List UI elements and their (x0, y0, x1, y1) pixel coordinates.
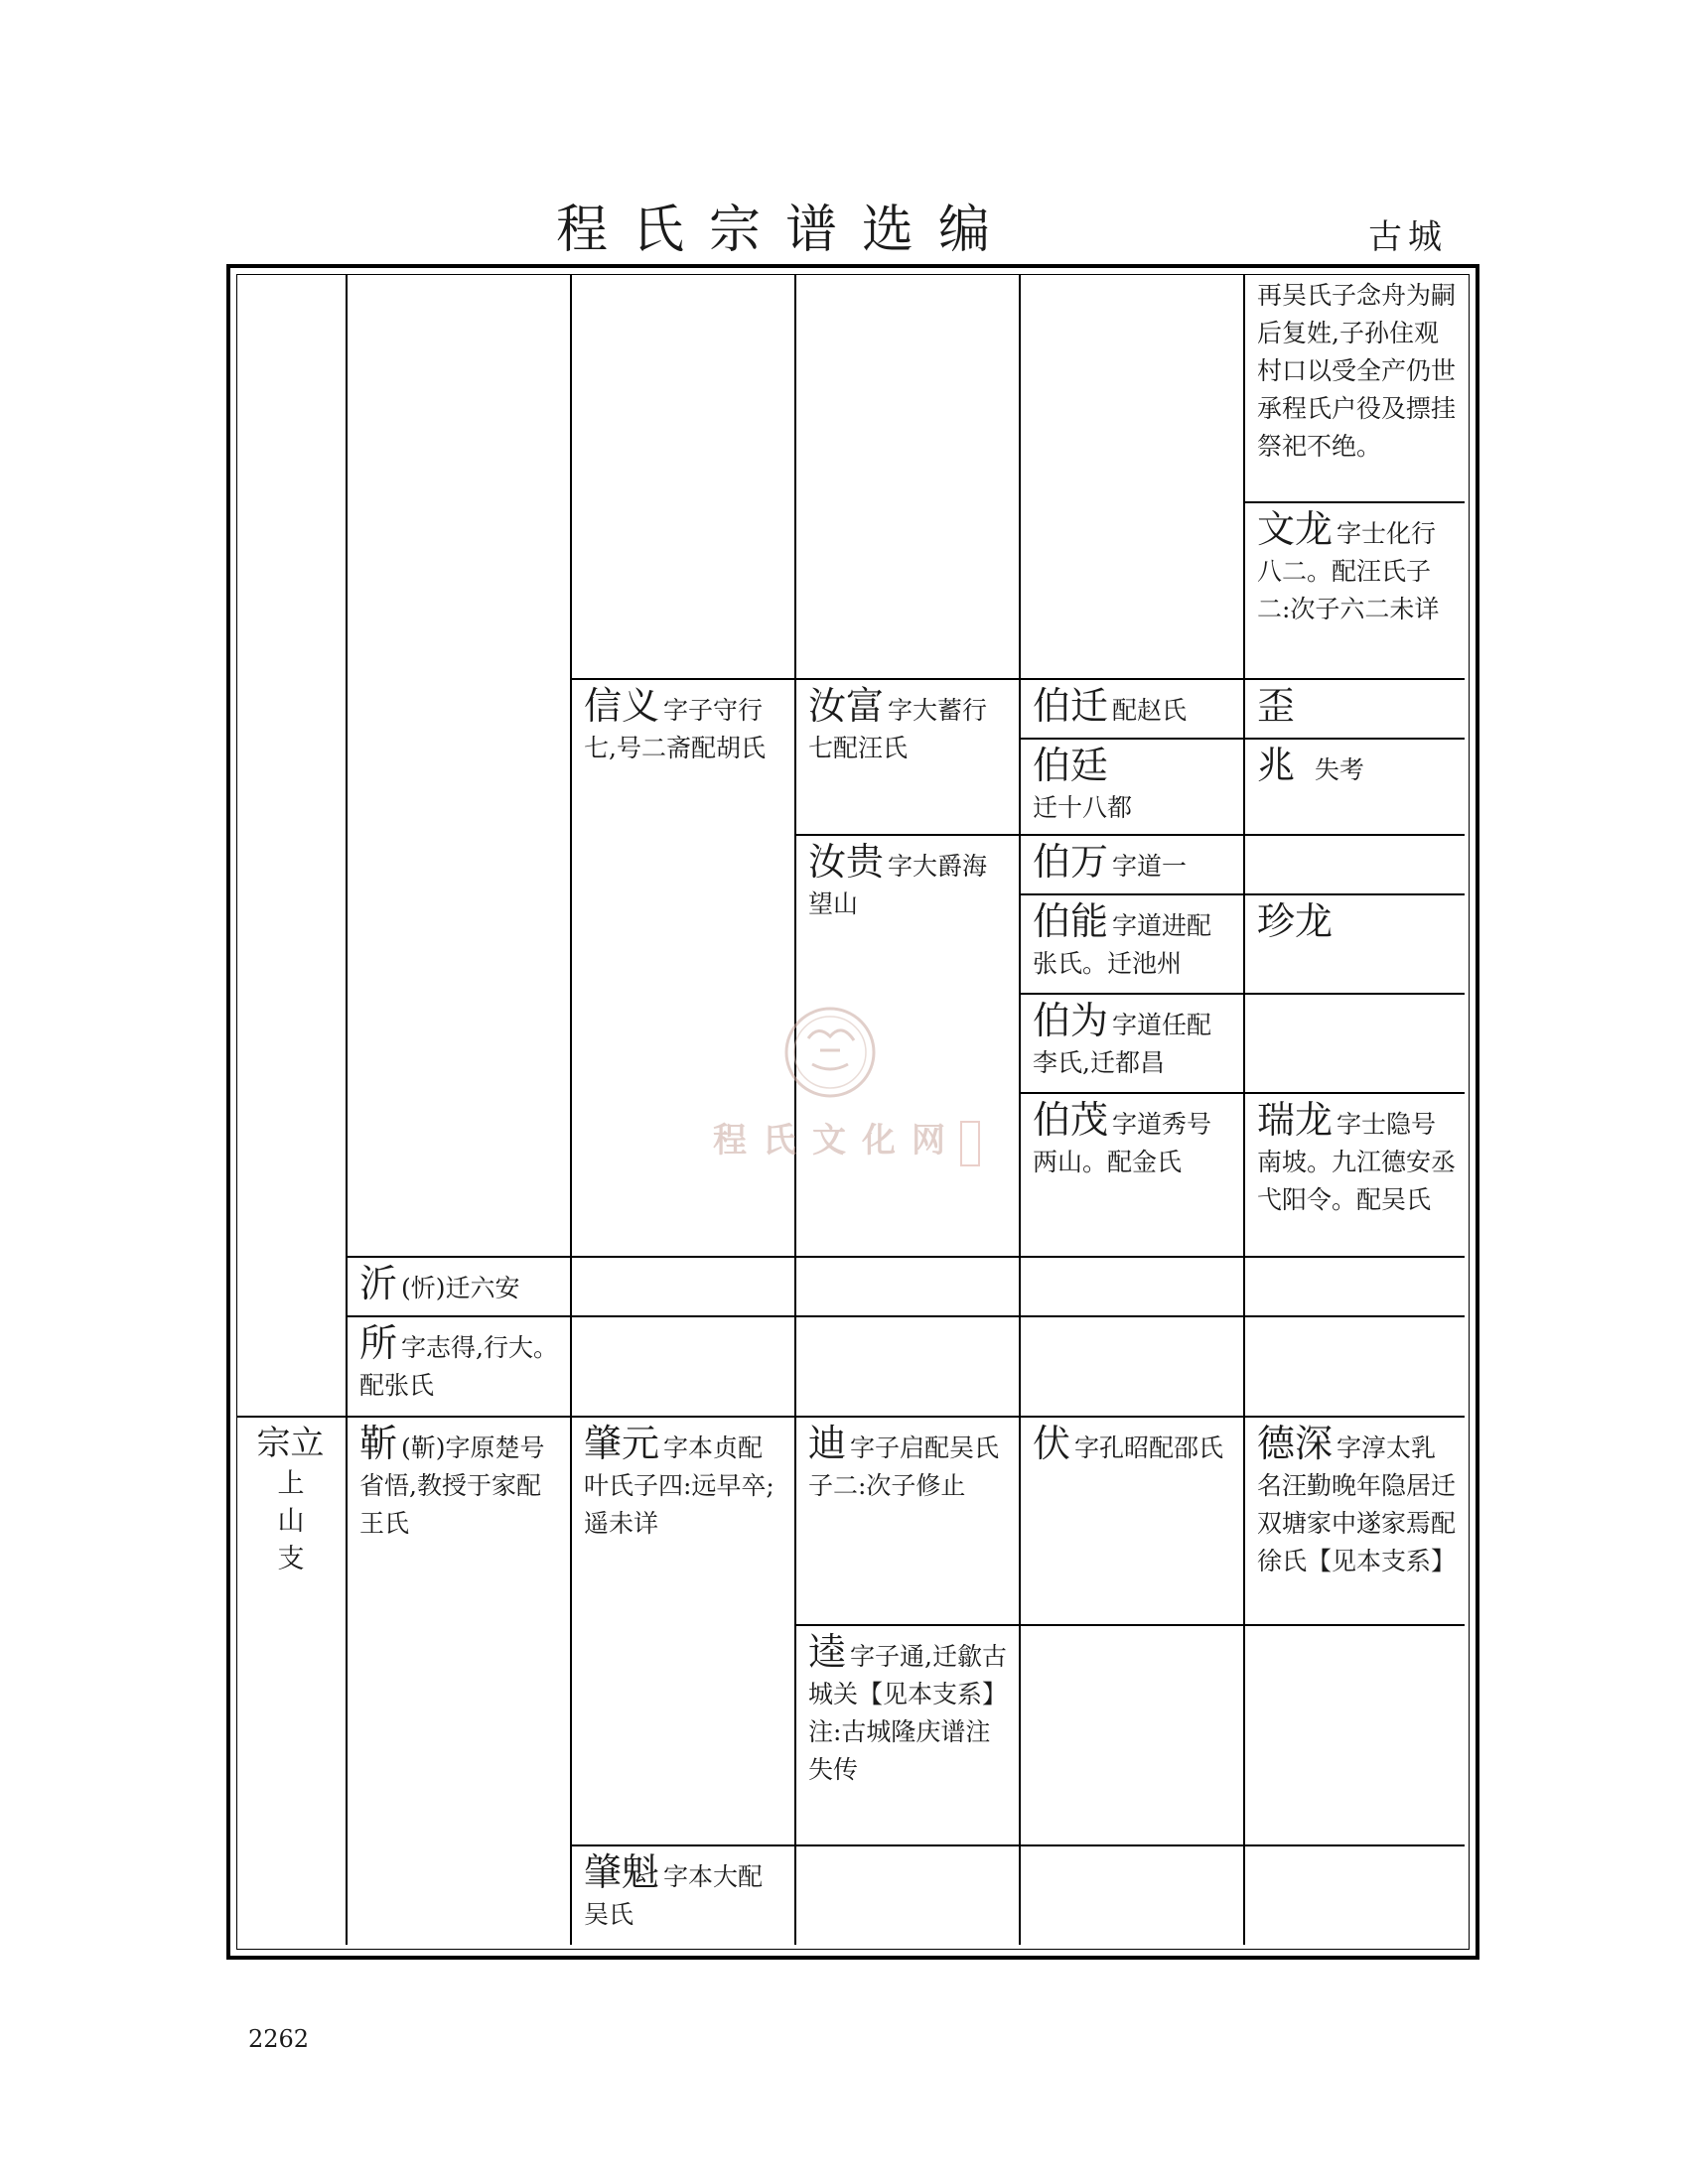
person-note: 字志得,行大。配张氏 (359, 1333, 558, 1400)
person-note: 字本贞配叶氏子四:远早卒;遥未详 (584, 1433, 774, 1538)
person-note: 字士隐号南坡。九江德安丞弋阳令。配吴氏 (1257, 1110, 1457, 1214)
person-note: 字大爵海望山 (808, 852, 988, 918)
watermark-text: 程氏文化网 (713, 1121, 961, 1160)
person-name: 伯迁 (1033, 684, 1109, 728)
gen4-cell-boqian (1021, 680, 1245, 740)
gen1-cell-yi (348, 1258, 572, 1317)
person-note: 字本大配吴氏 (584, 1862, 764, 1929)
gen5-cell-gui (1245, 680, 1465, 740)
person-note: (忻)迁六安 (401, 1274, 520, 1302)
gen5-empty-cell (1245, 995, 1465, 1094)
gen5-cell-zhao (1245, 740, 1465, 836)
person-note: 迁十八都 (1033, 793, 1133, 822)
gen3-empty-cell (796, 1317, 1021, 1418)
person-name: 伯茂 (1033, 1098, 1109, 1142)
person-name: 兆 (1257, 744, 1296, 787)
gen3-empty-cell (796, 275, 1021, 680)
gen4-cell-fu (1021, 1418, 1245, 1626)
branch-empty-cell (237, 275, 348, 1418)
person-note: 字淳太乳名汪勤晚年隐居迁双塘家中遂家焉配徐氏【见本支系】 (1257, 1433, 1457, 1575)
gen4-cell-bomao (1021, 1094, 1245, 1258)
person-name: 伏 (1033, 1422, 1071, 1465)
person-note: 字道任配李氏,迁都昌 (1033, 1011, 1212, 1077)
gen5-empty-cell (1245, 1626, 1465, 1846)
person-name: 文龙 (1257, 507, 1334, 551)
gen2-empty-cell (572, 275, 796, 680)
person-note: 再吴氏子念舟为嗣后复姓,子孙住观村口以受全产仍世承程氏户役及摽挂祭祀不绝。 (1257, 281, 1457, 461)
gen2-cell-zhaokui (572, 1846, 796, 1945)
person-note: 字士化行八二。配汪氏子二:次子六二未详 (1257, 519, 1440, 623)
gen1-cell-jin (348, 1418, 572, 1945)
person-name: 伯为 (1033, 999, 1109, 1042)
person-name: 肇魁 (584, 1850, 660, 1894)
person-name: 汝富 (808, 684, 885, 728)
gen3-cell-da (796, 1626, 1021, 1846)
genealogy-table (226, 264, 1479, 1960)
person-name: 瑞龙 (1257, 1098, 1334, 1142)
branch-name: 宗立 (256, 1424, 325, 1463)
branch-cell (237, 1418, 348, 1945)
gen5-cell-note-top (1245, 275, 1465, 503)
gen4-cell-boting (1021, 740, 1245, 836)
gen3-empty-cell (796, 1846, 1021, 1945)
gen4-empty-cell (1021, 1626, 1245, 1846)
gen4-empty-cell (1021, 1846, 1245, 1945)
gen1-cell-suo (348, 1317, 572, 1418)
person-name: 迪 (808, 1422, 847, 1465)
gen5-empty-cell (1245, 1258, 1465, 1317)
person-note: 配赵氏 (1112, 696, 1188, 725)
gen4-cell-bowei (1021, 995, 1245, 1094)
person-name: 靳 (359, 1422, 398, 1465)
gen3-cell-di (796, 1418, 1021, 1626)
gen2-empty-cell (572, 1317, 796, 1418)
gen3-empty-cell (796, 1258, 1021, 1317)
gen2-empty-cell (572, 1258, 796, 1317)
gen5-empty-cell (1245, 1846, 1465, 1945)
gen4-cell-bowan (1021, 836, 1245, 895)
person-name: 所 (359, 1321, 398, 1365)
person-note: 失考 (1314, 755, 1364, 784)
gen5-cell-ruilong (1245, 1094, 1465, 1258)
person-note: (靳)字原楚号省悟,教授于家配王氏 (359, 1433, 545, 1538)
person-note: 字孔昭配邵氏 (1074, 1433, 1224, 1462)
person-name: 珍龙 (1257, 899, 1334, 943)
gen5-cell-zhenlong (1245, 895, 1465, 995)
page-subtitle: 古城 (1368, 217, 1448, 257)
person-name: 伯能 (1033, 899, 1109, 943)
gen4-empty-cell (1021, 275, 1245, 680)
person-name: 沂 (359, 1262, 398, 1305)
person-note: 字道秀号两山。配金氏 (1033, 1110, 1212, 1176)
gen4-cell-boneng (1021, 895, 1245, 995)
gen1-empty-cell (348, 275, 572, 1258)
person-note: 字子通,迁歙古城关【见本支系】注:古城隆庆谱注失传 (808, 1642, 1008, 1784)
person-note: 字道一 (1112, 852, 1188, 881)
page-title: 程氏宗谱选编 (556, 201, 1016, 260)
person-note: 字子启配吴氏子二:次子修止 (808, 1433, 1000, 1500)
page-number: 2262 (248, 2025, 310, 2053)
gen4-empty-cell (1021, 1258, 1245, 1317)
person-name: 德深 (1257, 1422, 1334, 1465)
gen3-cell-rufu (796, 680, 1021, 836)
gen2-cell-zhaoyuan (572, 1418, 796, 1846)
branch-sub: 上山支 (277, 1468, 305, 1574)
person-name: 逵 (808, 1630, 847, 1674)
person-note: 字子守行七,号二斋配胡氏 (584, 696, 766, 762)
gen5-cell-wenlong (1245, 503, 1465, 680)
gen5-cell-deshen (1245, 1418, 1465, 1626)
gen2-cell-xinyi (572, 680, 796, 1258)
person-name: 伯廷 (1033, 744, 1109, 787)
gen4-empty-cell (1021, 1317, 1245, 1418)
person-note: 字大蓄行七配汪氏 (808, 696, 988, 762)
person-name: 肇元 (584, 1422, 660, 1465)
gen5-empty-cell (1245, 836, 1465, 895)
person-name: 信义 (584, 684, 660, 728)
person-note: 字道进配张氏。迁池州 (1033, 911, 1212, 978)
person-name: 歪 (1257, 684, 1296, 728)
gen3-cell-rugui (796, 836, 1021, 1258)
person-name: 汝贵 (808, 840, 885, 884)
gen5-empty-cell (1245, 1317, 1465, 1418)
person-name: 伯万 (1033, 840, 1109, 884)
table-grid (236, 274, 1470, 1950)
